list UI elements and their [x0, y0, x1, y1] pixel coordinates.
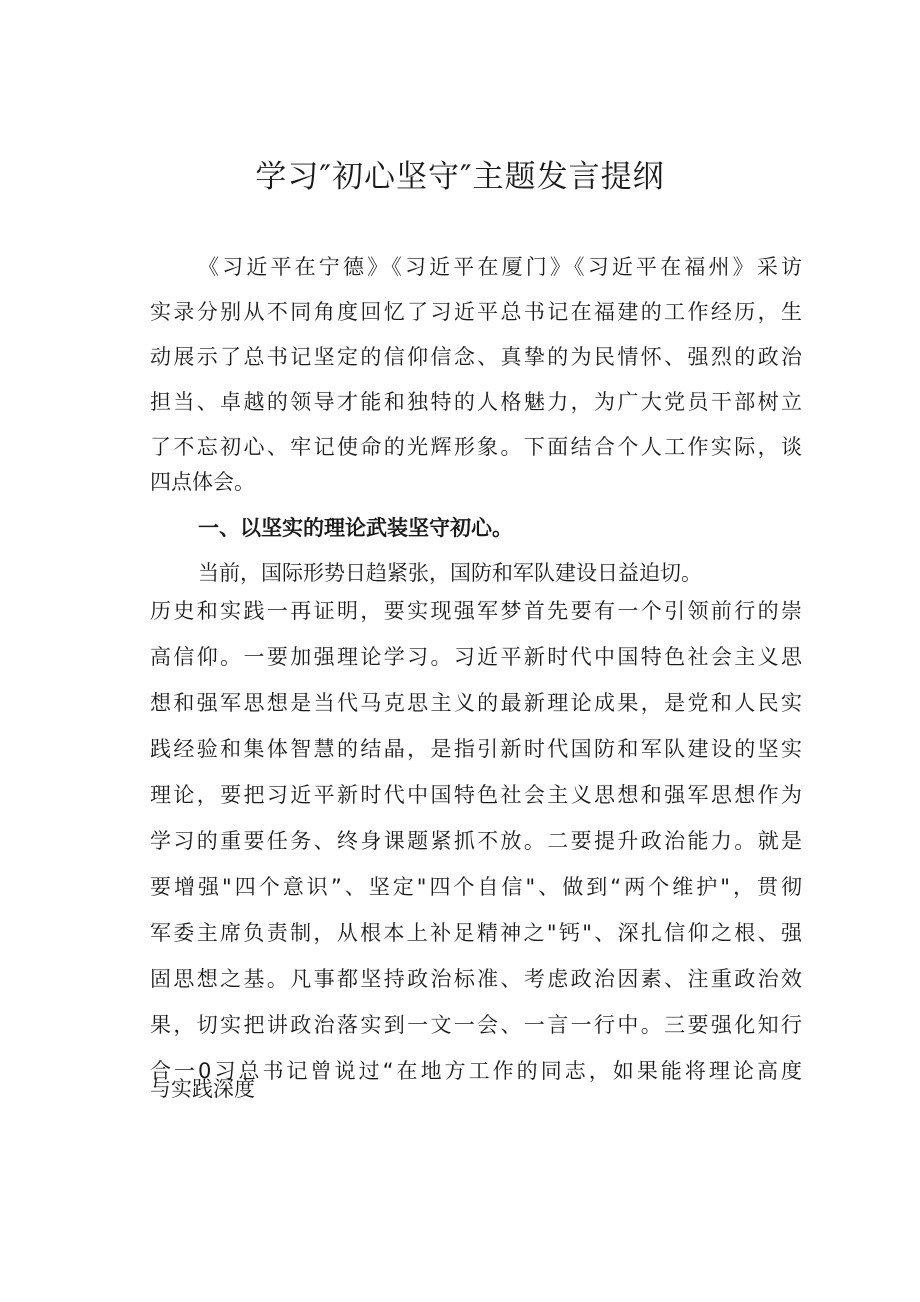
paragraph-line: 固思想之基。凡事都坚持政治标准、考虑政治因素、注重政治效	[150, 967, 802, 991]
paragraph-line: 动展示了总书记坚定的信仰信念、真挚的为民情怀、强烈的政治	[150, 345, 802, 369]
paragraph-line: 军委主席负责制，从根本上补足精神之"钙"、深扎信仰之根、强	[150, 921, 802, 945]
paragraph-line: 历史和实践一再证明，要实现强军梦首先要有一个引领前行的崇	[150, 599, 802, 623]
paragraph-line: 高信仰。一要加强理论学习。习近平新时代中国特色社会主义思	[150, 645, 802, 669]
paragraph-line: 想和强军思想是当代马克思主义的最新理论成果，是党和人民实	[150, 691, 802, 715]
paragraph-line: 《习近平在宁德》《习近平在厦门》《习近平在福州》采访	[198, 255, 802, 279]
paragraph-line: 实录分别从不同角度回忆了习近平总书记在福建的工作经历，生	[150, 300, 802, 324]
paragraph-line: 学习的重要任务、终身课题紧抓不放。二要提升政治能力。就是	[150, 829, 802, 853]
paragraph-line: 四点体会。	[150, 470, 255, 494]
paragraph-line: 与实践深度	[150, 1077, 255, 1101]
section-heading: 一、以坚实的理论武装坚守初心。	[198, 516, 513, 540]
paragraph-line: 当前，国际形势日趋紧张，国防和军队建设日益迫切。	[198, 561, 702, 585]
paragraph-line: 合一0习总书记曾说过“在地方工作的同志，如果能将理论高度	[150, 1059, 802, 1083]
document-title: 学习″初心坚守″主题发言提纲	[255, 159, 665, 195]
paragraph-line: 果，切实把讲政治落实到一文一会、一言一行中。三要强化知行	[150, 1013, 802, 1037]
paragraph-line: 要增强"四个意识”、坚定"四个自信"、做到“两个维护"，贯彻	[150, 875, 802, 899]
paragraph-line: 理论，要把习近平新时代中国特色社会主义思想和强军思想作为	[150, 783, 802, 807]
paragraph-line: 担当、卓越的领导才能和独特的人格魅力，为广大党员干部树立	[150, 390, 802, 414]
paragraph-line: 了不忘初心、牢记使命的光辉形象。下面结合个人工作实际，谈	[150, 435, 802, 459]
paragraph-line: 践经验和集体智慧的结晶，是指引新时代国防和军队建设的坚实	[150, 737, 802, 761]
